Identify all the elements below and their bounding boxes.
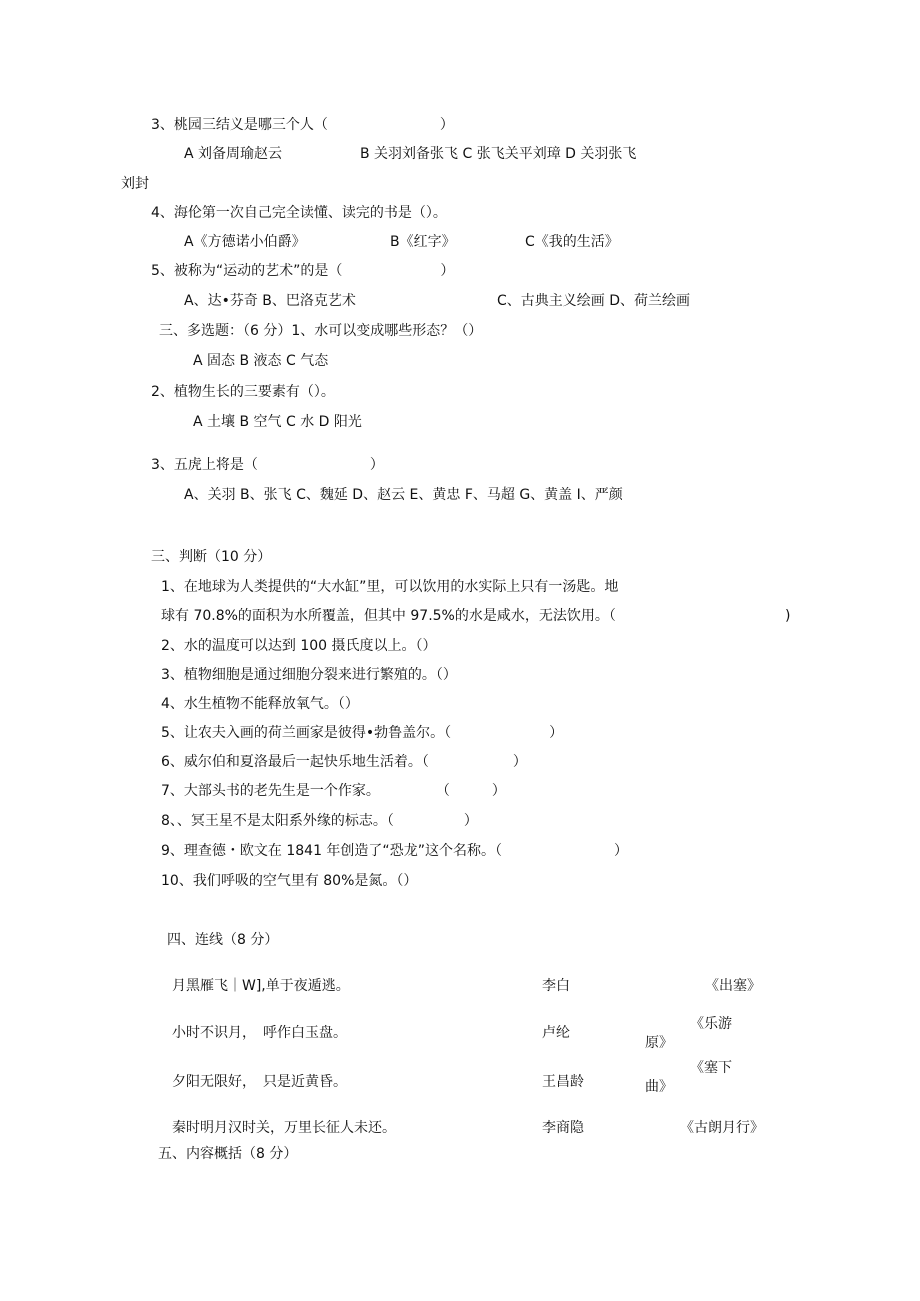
judge-item: 5、让农夫入画的荷兰画家是彼得•勃鲁盖尔。（ ） <box>161 725 564 741</box>
match-verse: 月黑雁飞｜W],单于夜遁逃。 <box>172 978 350 994</box>
summary-heading: 五、内容概括（8 分） <box>158 1146 298 1162</box>
judge-item: 3、植物细胞是通过细胞分裂来进行繁殖的。（） <box>161 667 457 683</box>
judge-item: ) <box>785 608 791 624</box>
match-title: 原》 <box>645 1035 673 1051</box>
match-verse: 小时不识月， 呼作白玉盘。 <box>172 1025 347 1041</box>
judge-item: 1、在地球为人类提供的“大水缸”里，可以饮用的水实际上只有一汤匙。地 <box>161 579 619 595</box>
match-poet: 李白 <box>542 978 570 994</box>
match-title: 《塞下 <box>690 1060 732 1076</box>
q5-question: 5、被称为“运动的艺术”的是（ ） <box>151 263 455 279</box>
multi-q2-options: A 土壤 B 空气 C 水 D 阳光 <box>193 414 362 430</box>
match-poet: 李商隐 <box>542 1120 584 1136</box>
judge-item: 7、大部头书的老先生是一个作家。 （ ） <box>161 783 506 799</box>
q3-option-bcd: B 关羽刘备张飞 C 张飞关平刘璋 D 关羽张飞 <box>360 146 637 162</box>
judge-item: 6、威尔伯和夏洛最后一起快乐地生活着。（ ） <box>161 754 527 770</box>
match-verse: 夕阳无限好， 只是近黄昏。 <box>172 1074 347 1090</box>
match-verse: 秦时明月汉时关，万里长征人未还。 <box>172 1120 396 1136</box>
multi-q1-options: A 固态 B 液态 C 气态 <box>193 353 329 369</box>
q4-option-a: A《方德诺小伯爵》 <box>184 234 306 250</box>
q3-continuation: 刘封 <box>121 176 149 192</box>
match-title: 曲》 <box>645 1079 673 1095</box>
judge-item: 9、理查德・欧文在 1841 年创造了“恐龙”这个名称。（ ） <box>161 843 628 859</box>
match-poet: 卢纶 <box>542 1025 570 1041</box>
judge-item: 8、、冥王星不是太阳系外缘的标志。（ ） <box>161 813 478 829</box>
match-title: 《乐游 <box>690 1016 732 1032</box>
match-heading: 四、连线（8 分） <box>167 932 279 948</box>
q4-option-b: B《红字》 <box>390 234 456 250</box>
multi-q3-options: A、关羽 B、张飞 C、魏延 D、赵云 E、黄忠 F、马超 G、黄盖 I、严颜 <box>184 487 623 503</box>
judge-heading: 三、判断（10 分） <box>151 549 272 565</box>
q5-option-cd: C、古典主义绘画 D、荷兰绘画 <box>497 293 691 309</box>
match-title: 《古朗月行》 <box>680 1120 764 1136</box>
multi-heading-q1: 三、多选题：（6 分）1、水可以变成哪些形态？（） <box>159 323 483 339</box>
q3-option-a: A 刘备周瑜赵云 <box>184 146 283 162</box>
match-title: 《出塞》 <box>705 978 761 994</box>
q3-question: 3、桃园三结义是哪三个人（ ） <box>151 117 454 133</box>
multi-q2: 2、植物生长的三要素有（）。 <box>151 384 335 400</box>
q4-option-c: C《我的生活》 <box>525 234 619 250</box>
match-poet: 王昌龄 <box>542 1074 584 1090</box>
judge-item: 4、水生植物不能释放氧气。（） <box>161 696 359 712</box>
judge-item: 球有 70.8%的面积为水所覆盖，但其中 97.5%的水是咸水，无法饮用。（ <box>161 608 616 624</box>
q5-option-ab: A、达•芬奇 B、巴洛克艺术 <box>184 293 356 309</box>
q4-question: 4、海伦第一次自己完全读懂、读完的书是（）。 <box>151 205 447 221</box>
judge-item: 10、我们呼吸的空气里有 80%是氮。（） <box>161 873 418 889</box>
multi-q3: 3、五虎上将是（ ） <box>151 457 384 473</box>
judge-item: 2、水的温度可以达到 100 摄氏度以上。（） <box>161 638 437 654</box>
